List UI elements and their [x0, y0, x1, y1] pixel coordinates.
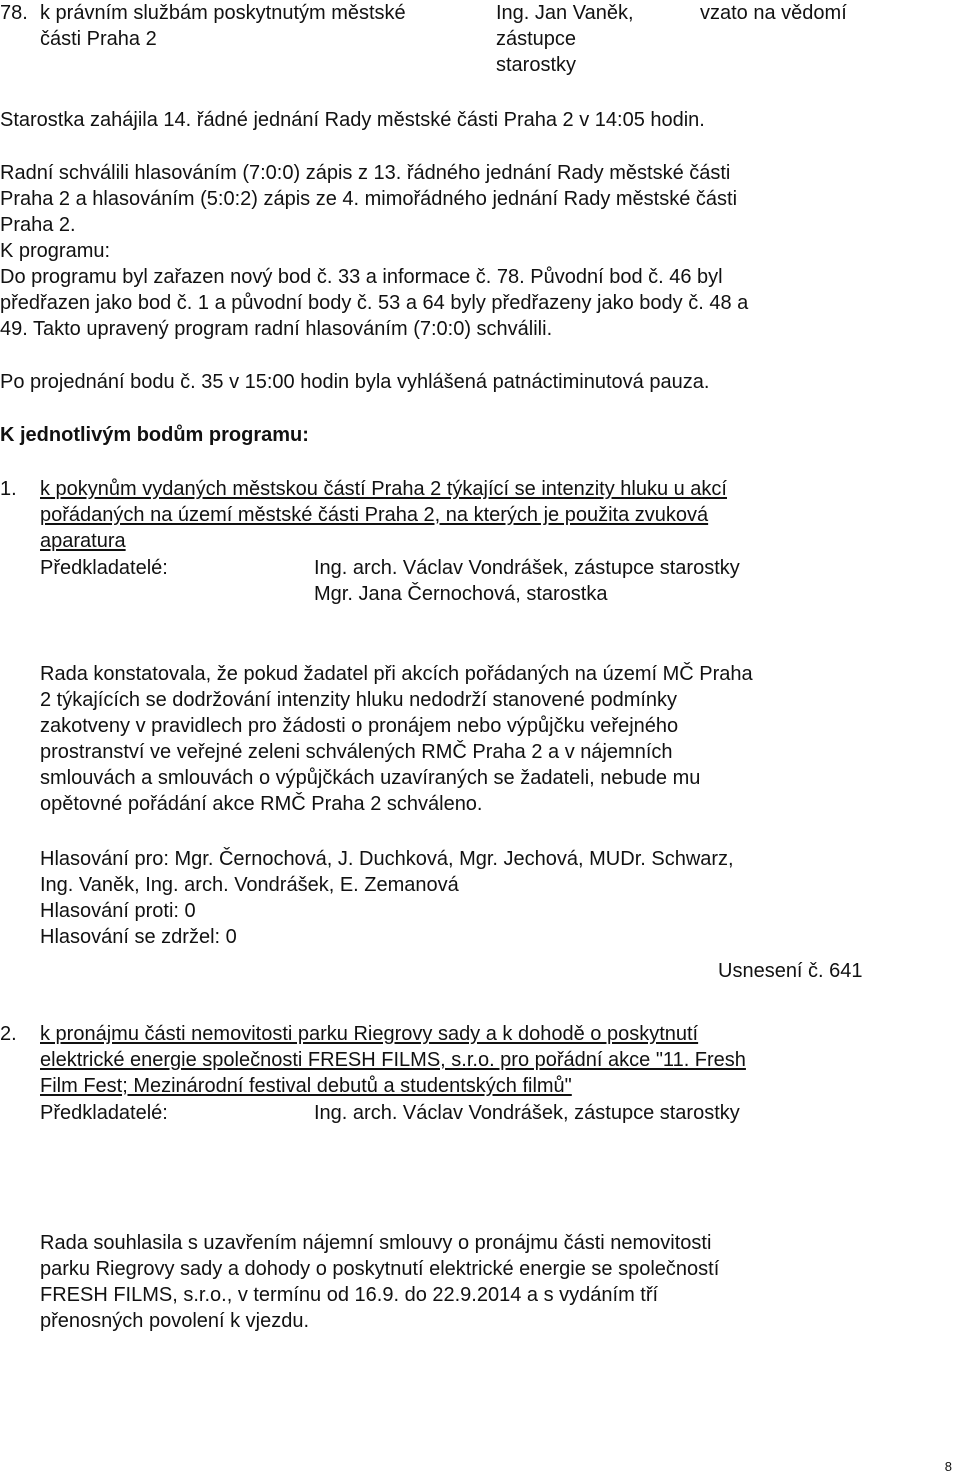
top-item-result: vzato na vědomí: [700, 2, 847, 24]
item2-text-line-1: Rada souhlasila s uzavřením nájemní smlouvy o pronájmu části nemovitosti: [40, 1232, 712, 1254]
item1-text-line-2: 2 týkajících se dodržování intenzity hluku nedodrží stanovené podmínky: [40, 689, 678, 711]
points-heading: K jednotlivým bodům programu:: [0, 424, 309, 446]
item1-text-line-3: zakotveny v pravidlech pro žádosti o pronájem nebo výpůjčku veřejného: [40, 715, 679, 737]
item1-presenter-1: Ing. arch. Václav Vondrášek, zástupce starostky: [314, 557, 740, 579]
program-line-1: Do programu byl zařazen nový bod č. 33 a informace č. 78. Původní bod č. 46 byl: [0, 266, 723, 288]
item2-title-line-2: elektrické energie společnosti FRESH FILMS, s.r.o. pro pořádní akce "11. Fresh: [40, 1049, 746, 1071]
top-item-presenter-line-1: Ing. Jan Vaněk,: [496, 2, 634, 24]
item1-vote-abstain: Hlasování se zdržel: 0: [40, 926, 237, 948]
item1-text-line-5: smlouvách a smlouvách o výpůjčkách uzavíraných se žadateli, nebude mu: [40, 767, 701, 789]
opening-statement: Starostka zahájila 14. řádné jednání Rady městské části Praha 2 v 14:05 hodin.: [0, 109, 705, 131]
item2-text-line-2: parku Riegrovy sady a dohody o poskytnutí elektrické energie se společností: [40, 1258, 720, 1280]
item1-title-line-1: k pokynům vydaných městskou částí Praha 2 týkající se intenzity hluku u akcí: [40, 478, 727, 500]
item1-resolution: Usnesení č. 641: [718, 960, 863, 982]
item2-text-line-3: FRESH FILMS, s.r.o., v termínu od 16.9. do 22.9.2014 a s vydáním tří: [40, 1284, 659, 1306]
item1-text-line-1: Rada konstatovala, že pokud žadatel při akcích pořádaných na území MČ Praha: [40, 663, 753, 685]
item2-number: 2.: [0, 1023, 17, 1045]
pause-note: Po projednání bodu č. 35 v 15:00 hodin byla vyhlášená patnáctiminutová pauza.: [0, 371, 710, 393]
program-heading: K programu:: [0, 240, 111, 262]
item1-text-line-4: prostranství ve veřejné zeleni schválených RMČ Praha 2 a v nájemních: [40, 741, 673, 763]
program-line-3: 49. Takto upravený program radní hlasováním (7:0:0) schválili.: [0, 318, 553, 340]
item1-vote-for-line-1: Hlasování pro: Mgr. Černochová, J. Duchková, Mgr. Jechová, MUDr. Schwarz,: [40, 848, 734, 870]
item1-vote-against: Hlasování proti: 0: [40, 900, 196, 922]
item1-title-line-3: aparatura: [40, 530, 126, 552]
top-item-title-line-1: k právním službám poskytnutým městské: [40, 2, 406, 24]
item2-text-line-4: přenosných povolení k vjezdu.: [40, 1310, 310, 1332]
item1-presenter-2: Mgr. Jana Černochová, starostka: [314, 583, 608, 605]
program-line-2: předřazen jako bod č. 1 a původní body č. 53 a 64 byly předřazeny jako body č. 48 a: [0, 292, 749, 314]
item2-title-line-3: Film Fest; Mezinárodní festival debutů a studentských filmů": [40, 1075, 572, 1097]
item1-title-line-2: pořádaných na území městské části Praha 2, na kterých je použita zvuková: [40, 504, 709, 526]
item2-presenter-1: Ing. arch. Václav Vondrášek, zástupce starostky: [314, 1102, 740, 1124]
item1-number: 1.: [0, 478, 17, 500]
item1-vote-for-line-2: Ing. Vaněk, Ing. arch. Vondrášek, E. Zemanová: [40, 874, 459, 896]
minutes-approval-line-2: Praha 2 a hlasováním (5:0:2) zápis ze 4. mimořádného jednání Rady městské části: [0, 188, 738, 210]
minutes-approval-line-3: Praha 2.: [0, 214, 76, 236]
top-item-presenter-line-2: zástupce: [496, 28, 577, 50]
page-number: 8: [944, 1459, 952, 1474]
item1-text-line-6: opětovné pořádání akce RMČ Praha 2 schváleno.: [40, 793, 483, 815]
top-item-presenter-line-3: starostky: [496, 54, 577, 76]
item2-title-line-1: k pronájmu části nemovitosti parku Riegrovy sady a k dohodě o poskytnutí: [40, 1023, 699, 1045]
item2-presenters-label: Předkladatelé:: [40, 1102, 168, 1124]
item1-presenters-label: Předkladatelé:: [40, 557, 168, 579]
top-item-title-line-2: části Praha 2: [40, 28, 157, 50]
minutes-approval-line-1: Radní schválili hlasováním (7:0:0) zápis z 13. řádného jednání Rady městské části: [0, 162, 731, 184]
top-item-number: 78.: [0, 2, 28, 24]
